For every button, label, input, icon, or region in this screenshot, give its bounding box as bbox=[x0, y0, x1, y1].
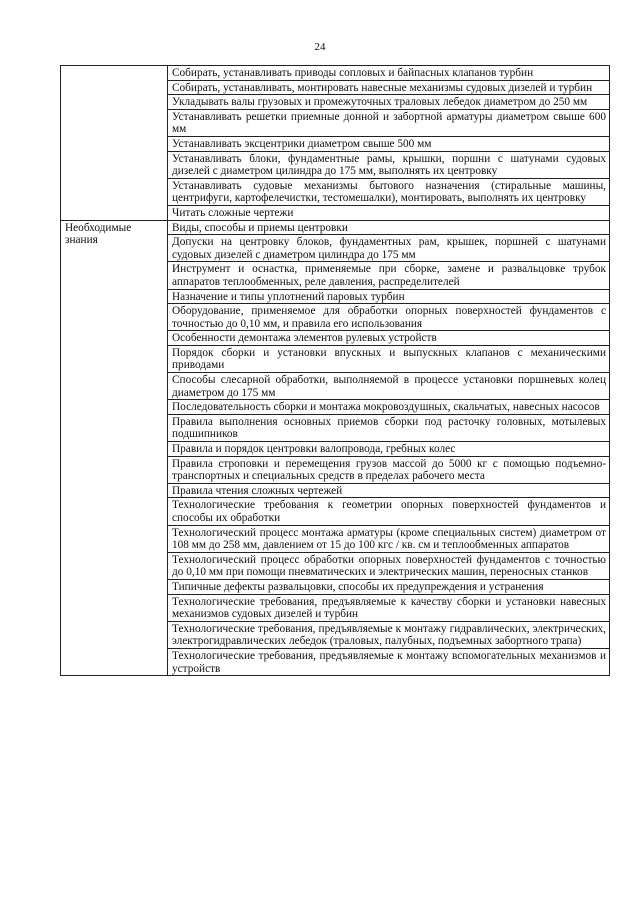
requirement-item: Порядок сборки и установки впускных и выпускных клапанов с механическими приводами bbox=[168, 345, 610, 372]
requirement-item: Оборудование, применяемое для обработки опорных поверхностей фундаментов с точностью до 0,10 мм, и правила его использования bbox=[168, 304, 610, 331]
requirement-item: Устанавливать судовые механизмы бытового назначения (стиральные машины, центрифуги, картофелечистки, тестомешалки), монтировать, выполнять их центровку bbox=[168, 178, 610, 205]
requirement-item: Правила строповки и перемещения грузов массой до 5000 кг с помощью подъемно-транспортных и специальных средств в пределах рабочего места bbox=[168, 456, 610, 483]
page-number: 24 bbox=[314, 41, 326, 53]
requirement-item: Особенности демонтажа элементов рулевых устройств bbox=[168, 331, 610, 346]
requirement-item: Технологический процесс монтажа арматуры (кроме специальных систем) диаметром от 108 мм до 258 мм, давлением от 15 до 100 кгс / кв. см и теплообменных аппаратов bbox=[168, 525, 610, 552]
requirement-item: Технологические требования к геометрии опорных поверхностей фундаментов и способы их обработки bbox=[168, 498, 610, 525]
requirement-item: Правила чтения сложных чертежей bbox=[168, 483, 610, 498]
requirement-item: Устанавливать решетки приемные донной и забортной арматуры диаметром свыше 600 мм bbox=[168, 109, 610, 136]
requirement-item: Устанавливать блоки, фундаментные рамы, крышки, поршни с шатунами судовых дизелей с диаметром цилиндра до 175 мм, выполнять их центровку bbox=[168, 151, 610, 178]
requirement-item: Технологические требования, предъявляемые к качеству сборки и установки навесных механизмов судовых дизелей и турбин bbox=[168, 594, 610, 621]
requirements-table bbox=[60, 65, 610, 676]
table-row bbox=[61, 220, 610, 235]
requirement-item: Правила и порядок центровки валопровода, гребных колес bbox=[168, 442, 610, 457]
section-label: Необходимые знания bbox=[61, 220, 168, 676]
requirement-item: Технологические требования, предъявляемые к монтажу вспомогательных механизмов и устройств bbox=[168, 648, 610, 675]
requirement-item: Последовательность сборки и монтажа мокровоздушных, скальчатых, навесных насосов bbox=[168, 400, 610, 415]
requirement-item: Технологические требования, предъявляемые к монтажу гидравлических, электрических, электрогидравлических лебедок (траловых, палубных, подъемных забортного трапа) bbox=[168, 621, 610, 648]
requirement-item: Укладывать валы грузовых и промежуточных траловых лебедок диаметром до 250 мм bbox=[168, 95, 610, 110]
requirement-item: Допуски на центровку блоков, фундаментных рам, крышек, поршней с шатунами судовых дизелей с диаметром цилиндра до 175 мм bbox=[168, 235, 610, 262]
requirement-item: Инструмент и оснастка, применяемые при сборке, замене и развальцовке трубок аппаратов теплообменных, реле давления, распределителей bbox=[168, 262, 610, 289]
requirement-item: Назначение и типы уплотнений паровых турбин bbox=[168, 289, 610, 304]
requirement-item: Устанавливать эксцентрики диаметром свыше 500 мм bbox=[168, 136, 610, 151]
table-row bbox=[61, 66, 610, 81]
requirement-item: Виды, способы и приемы центровки bbox=[168, 220, 610, 235]
requirement-item: Правила выполнения основных приемов сборки под расточку головных, мотылевых подшипников bbox=[168, 414, 610, 441]
requirement-item: Собирать, устанавливать приводы сопловых и байпасных клапанов турбин bbox=[168, 66, 610, 81]
requirement-item: Типичные дефекты развальцовки, способы их предупреждения и устранения bbox=[168, 579, 610, 594]
requirements-table-body bbox=[61, 66, 610, 676]
requirement-item: Читать сложные чертежи bbox=[168, 205, 610, 220]
requirement-item: Способы слесарной обработки, выполняемой в процессе установки поршневых колец диаметром до 175 мм bbox=[168, 373, 610, 400]
section-label bbox=[61, 66, 168, 221]
requirement-item: Собирать, устанавливать, монтировать навесные механизмы судовых дизелей и турбин bbox=[168, 80, 610, 95]
requirement-item: Технологический процесс обработки опорных поверхностей фундаментов с точностью до 0,10 мм при помощи пневматических и электрических машин, переносных станков bbox=[168, 552, 610, 579]
